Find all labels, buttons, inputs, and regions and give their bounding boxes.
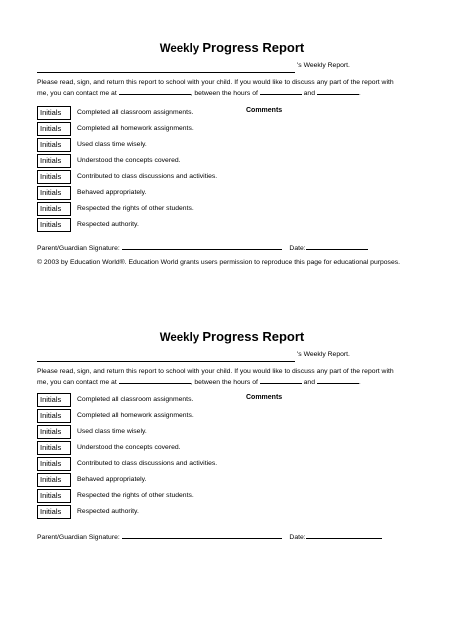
hours-start-blank[interactable] <box>260 87 302 95</box>
row-label: Used class time wisely. <box>77 141 147 148</box>
hours-start-blank[interactable] <box>260 376 302 384</box>
initials-box[interactable]: Initials <box>37 154 71 168</box>
checklist-row <box>0 170 464 186</box>
date-blank[interactable] <box>306 241 368 250</box>
progress-report-1 <box>0 40 464 330</box>
checklist-row <box>0 186 464 202</box>
initials-box[interactable]: Initials <box>37 393 71 407</box>
row-label: Used class time wisely. <box>77 428 147 435</box>
comments-label: Comments <box>246 107 283 114</box>
contact-blank[interactable] <box>119 87 191 95</box>
initials-box[interactable]: Initials <box>37 425 71 439</box>
hours-end-blank[interactable] <box>317 87 359 95</box>
intro-line-2b: , between the hours of <box>190 379 258 386</box>
checklist-row <box>0 505 464 521</box>
title-prefix: Weekly <box>159 43 200 55</box>
initials-box[interactable]: Initials <box>37 441 71 455</box>
intro-line-2c: and <box>303 379 315 386</box>
intro-text: Please read, sign, and return this report to school with your child. If you would like to discuss any part of the report with me, you can contact me at , between the hours of and . <box>37 368 394 386</box>
checklist-row <box>0 106 464 122</box>
checklist-row <box>0 473 464 489</box>
name-suffix: 's Weekly Report. <box>297 62 350 69</box>
intro-text: Please read, sign, and return this report to school with your child. If you would like to discuss any part of the report with me, you can contact me at , between the hours of and . <box>37 79 394 97</box>
checklist-row <box>0 154 464 170</box>
intro-line-1: Please read, sign, and return this report to school with your child. If you would like to discuss any part of the report with <box>37 368 394 375</box>
initials-box[interactable]: Initials <box>37 489 71 503</box>
hours-end-blank[interactable] <box>317 376 359 384</box>
checklist-row <box>0 457 464 473</box>
signature-label: Parent/Guardian Signature: <box>37 245 120 252</box>
checklist-row <box>0 393 464 409</box>
date-label: Date: <box>289 534 306 541</box>
initials-box[interactable]: Initials <box>37 457 71 471</box>
initials-box[interactable]: Initials <box>37 186 71 200</box>
row-label: Respected the rights of other students. <box>77 205 194 212</box>
signature-line <box>37 530 437 541</box>
row-label: Completed all homework assignments. <box>77 412 194 419</box>
name-suffix: 's Weekly Report. <box>297 351 350 358</box>
checklist-row <box>0 218 464 234</box>
checklist-row <box>0 441 464 457</box>
copyright-text: © 2003 by Education World®. Education World grants users permission to reproduce this page for educational purposes. <box>37 259 401 266</box>
progress-report-2 <box>0 329 464 619</box>
initials-box[interactable]: Initials <box>37 218 71 232</box>
row-label: Understood the concepts covered. <box>77 444 181 451</box>
row-label: Respected authority. <box>77 221 139 228</box>
signature-line <box>37 241 437 252</box>
row-label: Understood the concepts covered. <box>77 157 181 164</box>
initials-box[interactable]: Initials <box>37 202 71 216</box>
signature-blank[interactable] <box>122 530 282 539</box>
contact-blank[interactable] <box>119 376 191 384</box>
checklist-row <box>0 138 464 154</box>
checklist-row <box>0 489 464 505</box>
signature-label: Parent/Guardian Signature: <box>37 534 120 541</box>
row-label: Behaved appropriately. <box>77 476 147 483</box>
initials-box[interactable]: Initials <box>37 505 71 519</box>
title-main: Progress Report <box>202 329 305 344</box>
checklist-row <box>0 122 464 138</box>
title-prefix: Weekly <box>159 332 200 344</box>
intro-line-2a: me, you can contact me at <box>37 90 117 97</box>
initials-box[interactable]: Initials <box>37 122 71 136</box>
initials-box[interactable]: Initials <box>37 409 71 423</box>
row-label: Completed all homework assignments. <box>77 125 194 132</box>
initials-box[interactable]: Initials <box>37 106 71 120</box>
row-label: Completed all classroom assignments. <box>77 396 194 403</box>
report-title <box>0 40 464 55</box>
row-label: Respected authority. <box>77 508 139 515</box>
checklist-row <box>0 202 464 218</box>
signature-blank[interactable] <box>122 241 282 250</box>
row-label: Completed all classroom assignments. <box>77 109 194 116</box>
checklist-row <box>0 425 464 441</box>
initials-box[interactable]: Initials <box>37 170 71 184</box>
row-label: Behaved appropriately. <box>77 189 147 196</box>
title-main: Progress Report <box>202 40 305 55</box>
initials-box[interactable]: Initials <box>37 473 71 487</box>
row-label: Contributed to class discussions and activities. <box>77 173 218 180</box>
intro-line-1: Please read, sign, and return this report to school with your child. If you would like to discuss any part of the report with <box>37 79 394 86</box>
checklist-row <box>0 409 464 425</box>
comments-label: Comments <box>246 394 283 401</box>
intro-line-2a: me, you can contact me at <box>37 379 117 386</box>
row-label: Contributed to class discussions and activities. <box>77 460 218 467</box>
date-label: Date: <box>289 245 306 252</box>
date-blank[interactable] <box>306 530 382 539</box>
initials-box[interactable]: Initials <box>37 138 71 152</box>
student-name-line[interactable] <box>37 351 295 362</box>
student-name-line[interactable] <box>37 62 295 73</box>
intro-line-2c: and <box>303 90 315 97</box>
row-label: Respected the rights of other students. <box>77 492 194 499</box>
intro-line-2b: , between the hours of <box>190 90 258 97</box>
report-title <box>0 329 464 344</box>
